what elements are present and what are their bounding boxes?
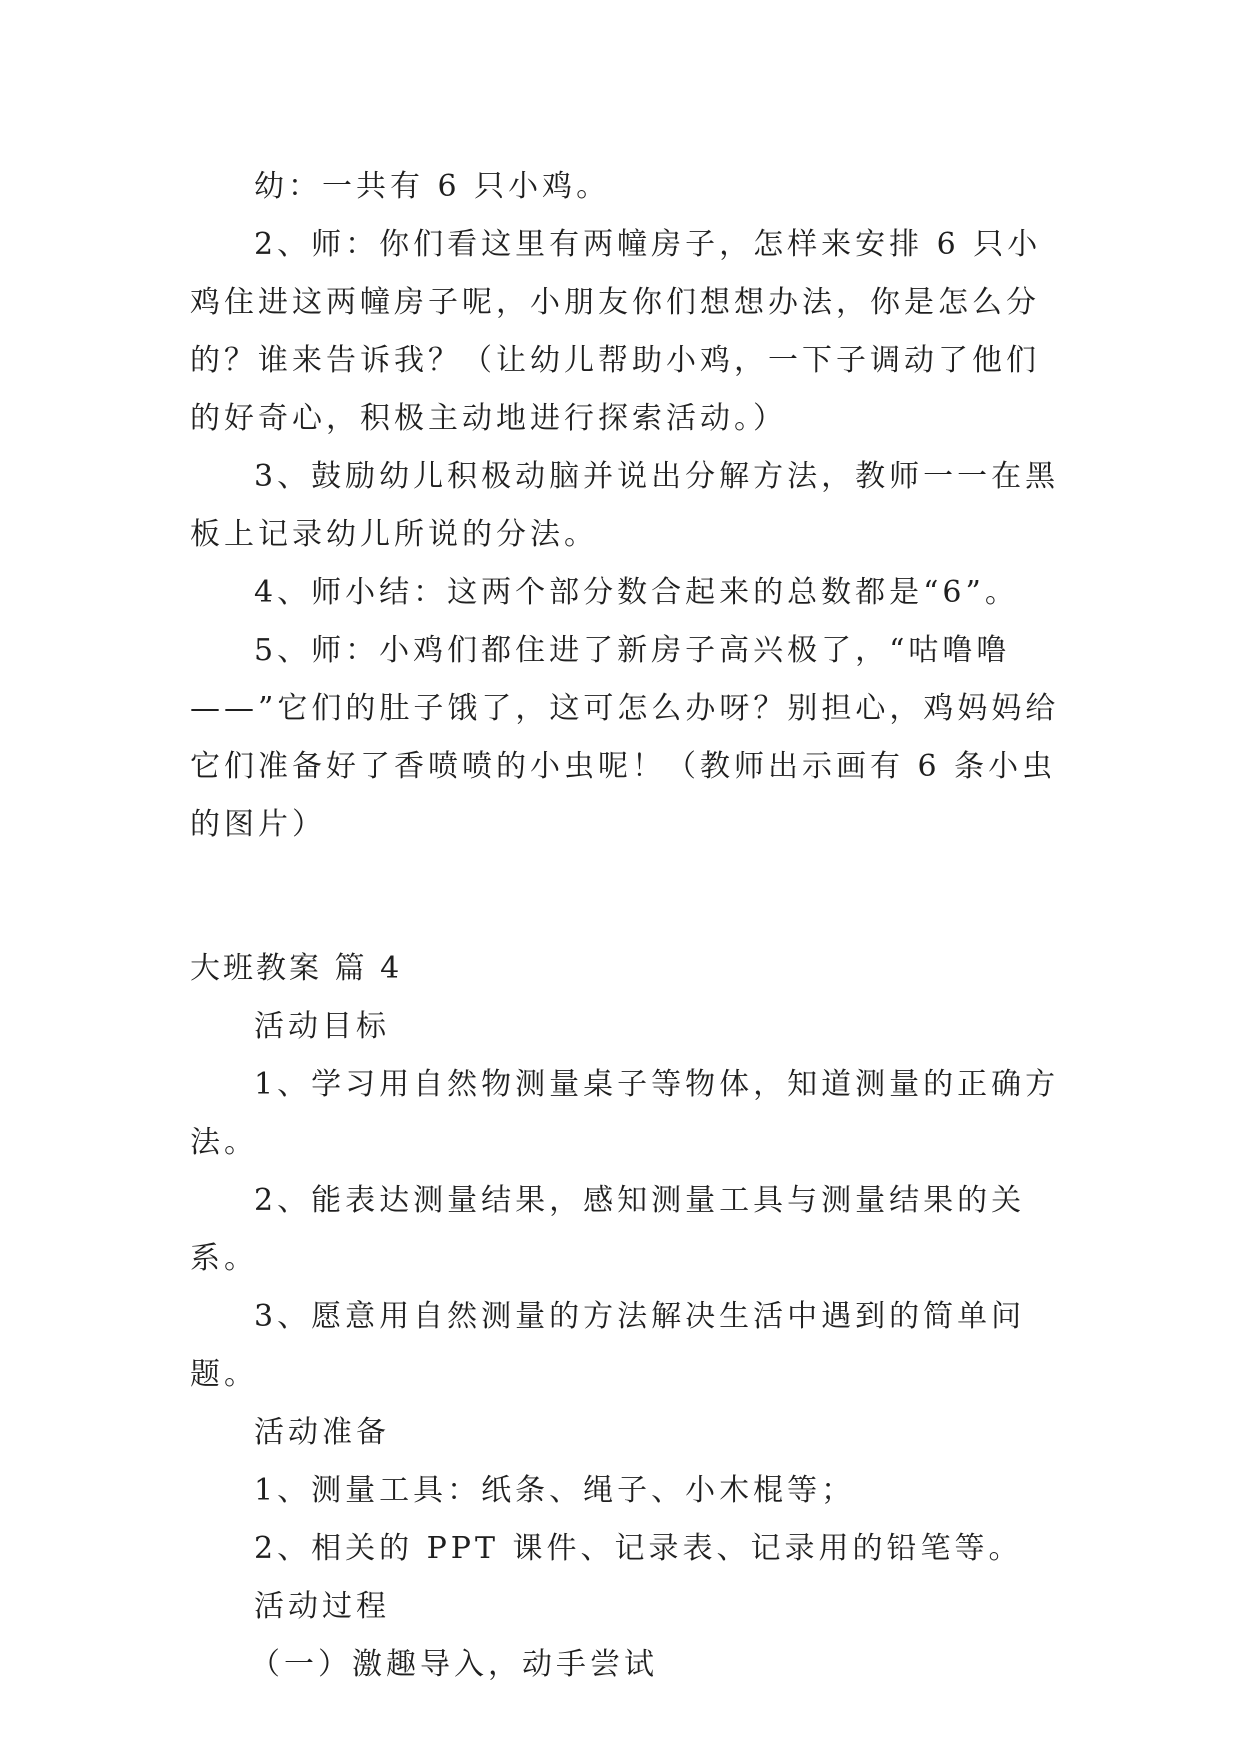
prep-item-1: 1、测量工具：纸条、绳子、小木棍等； [254, 1473, 856, 1508]
prep-heading: 活动准备 [254, 1415, 390, 1450]
process-step-1: （一）激趣导入，动手尝试 [250, 1647, 658, 1682]
paragraph-step-3: 3、鼓励幼儿积极动脑并说出分解方法，教师一一在黑板上记录幼儿所说的分法。 [190, 459, 1060, 552]
document-body [190, 158, 1060, 1694]
goal-heading: 活动目标 [254, 1009, 390, 1044]
process-heading: 活动过程 [254, 1589, 390, 1624]
prep-item-2: 2、相关的 PPT 课件、记录表、记录用的铅笔等。 [254, 1531, 1023, 1566]
goal-item-1: 1、学习用自然物测量桌子等物体，知道测量的正确方法。 [190, 1067, 1060, 1160]
goal-item-2: 2、能表达测量结果，感知测量工具与测量结果的关系。 [190, 1183, 1026, 1276]
paragraph-child-answer: 幼：一共有 6 只小鸡。 [254, 169, 611, 204]
lesson-title: 大班教案 篇 4 [190, 951, 403, 986]
paragraph-step-2: 2、师：你们看这里有两幢房子，怎样来安排 6 只小鸡住进这两幢房子呢，小朋友你们想想办法，你是怎么分的？谁来告诉我？（让幼儿帮助小鸡，一下子调动了他们的好奇心，积极主动地进行探索活动。） [190, 227, 1042, 436]
paragraph-step-5: 5、师：小鸡们都住进了新房子高兴极了，“咕噜噜——”它们的肚子饿了，这可怎么办呀？别担心，鸡妈妈给它们准备好了香喷喷的小虫呢！（教师出示画有 6 条小虫的图片） [190, 633, 1060, 842]
paragraph-step-4: 4、师小结：这两个部分数合起来的总数都是“6”。 [254, 575, 1019, 610]
goal-item-3: 3、愿意用自然测量的方法解决生活中遇到的简单问题。 [190, 1299, 1026, 1392]
